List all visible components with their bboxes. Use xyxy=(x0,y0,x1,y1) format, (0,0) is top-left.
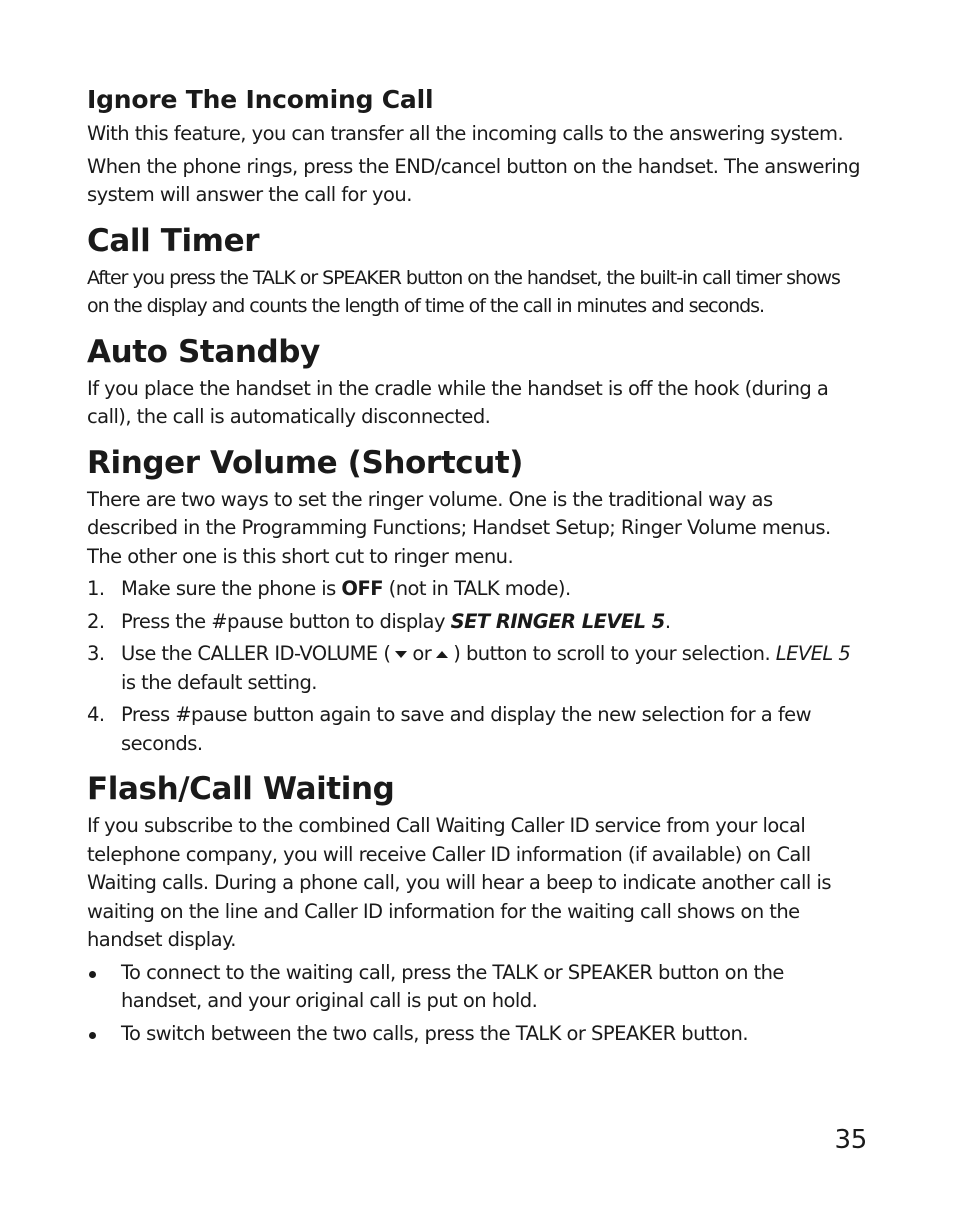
list-item xyxy=(87,608,862,637)
heading-flash-call-waiting: Flash/Call Waiting xyxy=(87,771,395,807)
paragraph: When the phone rings, press the END/cancel button on the handset. The answering system will answer the call for you. xyxy=(87,154,860,206)
heading-ignore-incoming-call: Ignore The Incoming Call xyxy=(87,85,434,114)
heading-ringer-volume: Ringer Volume (Shortcut) xyxy=(87,444,524,481)
list-item xyxy=(87,575,862,604)
step-text: . xyxy=(664,609,671,633)
step-number: 4. xyxy=(87,703,105,726)
down-arrow-icon xyxy=(395,651,407,658)
bullet-icon xyxy=(89,971,96,978)
step-text: is the default setting. xyxy=(121,670,317,694)
bullet-text: To connect to the waiting call, press the TALK or SPEAKER button on the handset, and your original call is put on hold. xyxy=(121,960,784,1012)
list-item xyxy=(87,1020,862,1049)
step-text: (not in TALK mode). xyxy=(383,577,571,600)
step-text: or xyxy=(412,642,432,665)
ringer-steps-list xyxy=(87,575,862,758)
page-content xyxy=(87,84,862,1052)
step-text: Press #pause button again to save and display the new selection for a few seconds. xyxy=(121,703,811,755)
step-text: ) button to scroll to your selection. xyxy=(453,642,776,665)
step-number: 3. xyxy=(87,642,105,665)
paragraph: If you place the handset in the cradle while the handset is off the hook (during a call), the call is automatically disconnected. xyxy=(87,376,829,428)
heading-auto-standby: Auto Standby xyxy=(87,333,320,370)
up-arrow-icon xyxy=(436,651,448,658)
step-text-bold: OFF xyxy=(341,577,383,600)
list-item xyxy=(87,701,862,758)
step-text: Use the CALLER ID-VOLUME ( xyxy=(121,642,391,665)
heading-call-timer: Call Timer xyxy=(87,222,260,259)
step-number: 2. xyxy=(87,609,105,633)
paragraph: With this feature, you can transfer all the incoming calls to the answering system. xyxy=(87,122,844,145)
paragraph: After you press the TALK or SPEAKER button on the handset, the built-in call timer shows on the display and counts the length of time of the call in minutes and seconds. xyxy=(87,266,840,317)
flash-bullet-list xyxy=(87,959,862,1049)
page-number: 35 xyxy=(834,1125,867,1155)
list-item xyxy=(87,959,862,1016)
step-text: Press the #pause button to display xyxy=(121,609,451,633)
step-text: Make sure the phone is xyxy=(121,577,342,600)
display-text: LEVEL 5 xyxy=(775,642,851,665)
paragraph: If you subscribe to the combined Call Waiting Caller ID service from your local telephone company, you will receive Caller ID information (if available) on Call Waiting calls. During a phone call, you will hear a beep to indicate another call is waiting on the line and Caller ID information for the waiting call shows on the handset display. xyxy=(87,814,831,951)
display-text: SET RINGER LEVEL 5 xyxy=(450,609,665,633)
list-item xyxy=(87,640,862,697)
paragraph: There are two ways to set the ringer volume. One is the traditional way as described in the Programming Functions; Handset Setup; Ringer Volume menus. The other one is this short cut to ringer menu. xyxy=(87,487,831,568)
bullet-text: To switch between the two calls, press the TALK or SPEAKER button. xyxy=(121,1021,748,1045)
step-number: 1. xyxy=(87,577,105,600)
bullet-icon xyxy=(89,1032,96,1039)
